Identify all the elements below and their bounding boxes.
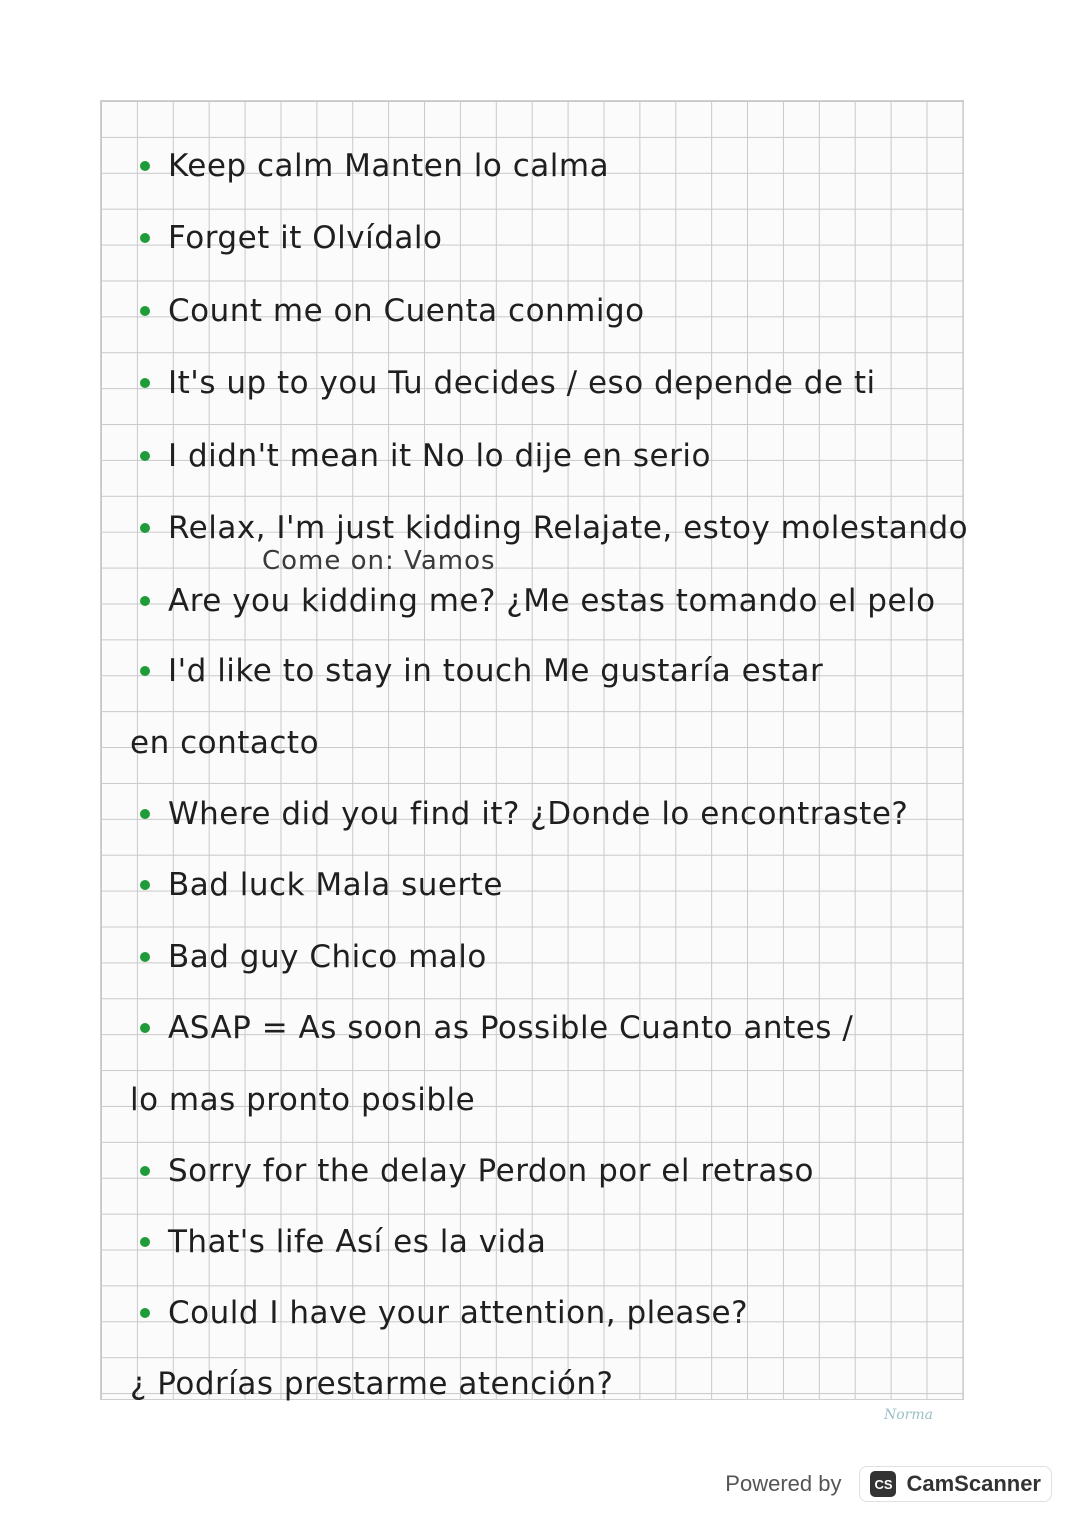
note-line [130,1289,970,1337]
bullet-dot [140,523,150,533]
note-text: I'd like to stay in touch Me gustaría estar [168,653,824,689]
bullet-dot [140,161,150,171]
note-text: Forget it Olvídalo [168,220,443,256]
bullet-dot [140,1237,150,1247]
bullet-dot [140,451,150,461]
bullet-dot [140,666,150,676]
note-text: Are you kidding me? ¿Me estas tomando el pelo [168,583,936,619]
note-text: Bad luck Mala suerte [168,867,503,903]
note-line [130,287,970,335]
note-line [130,142,970,190]
camscanner-badge [859,1466,1052,1502]
note-text: Relax, I'm just kidding Relajate, estoy molestando [168,510,969,546]
camscanner-name: CamScanner [906,1471,1041,1496]
note-text: ¿ Podrías prestarme atención? [130,1366,614,1402]
note-line [130,1076,970,1124]
bullet-dot [140,952,150,962]
camscanner-icon: CS [870,1471,896,1497]
note-text: I didn't mean it No lo dije en serio [168,438,711,474]
bullet-dot [140,1166,150,1176]
notebook-brand-logo: Norma [884,1407,933,1423]
note-line [130,933,970,981]
bullet-dot [140,306,150,316]
powered-by-label: Powered by [725,1471,842,1496]
inserted-note: Come on: Vamos [262,546,496,576]
note-line [130,719,970,767]
note-text: lo mas pronto posible [130,1082,476,1118]
bullet-dot [140,809,150,819]
note-text: Keep calm Manten lo calma [168,148,610,184]
note-line [130,1147,970,1195]
note-line [130,1004,970,1052]
bullet-dot [140,233,150,243]
camscanner-footer [725,1462,1052,1506]
note-text: Could I have your attention, please? [168,1295,749,1331]
note-text: Bad guy Chico malo [168,939,487,975]
note-text: en contacto [130,725,320,761]
bullet-dot [140,378,150,388]
bullet-dot [140,880,150,890]
note-text: It's up to you Tu decides / eso depende de ti [168,365,876,401]
note-text: Where did you find it? ¿Donde lo encontraste? [168,796,909,832]
note-text: ASAP = As soon as Possible Cuanto antes / [168,1010,854,1046]
note-line [130,504,970,552]
bullet-dot [140,1023,150,1033]
bullet-dot [140,1308,150,1318]
note-line [130,647,970,695]
note-line [130,432,970,480]
note-text: Sorry for the delay Perdon por el retraso [168,1153,814,1189]
note-text: That's life Así es la vida [168,1224,547,1260]
note-text: Count me on Cuenta conmigo [168,293,645,329]
note-line [130,1218,970,1266]
note-line [130,359,970,407]
bullet-dot [140,596,150,606]
note-line [130,790,970,838]
note-line [130,577,970,625]
note-line [130,214,970,262]
note-line [130,861,970,909]
note-line [130,1360,970,1408]
